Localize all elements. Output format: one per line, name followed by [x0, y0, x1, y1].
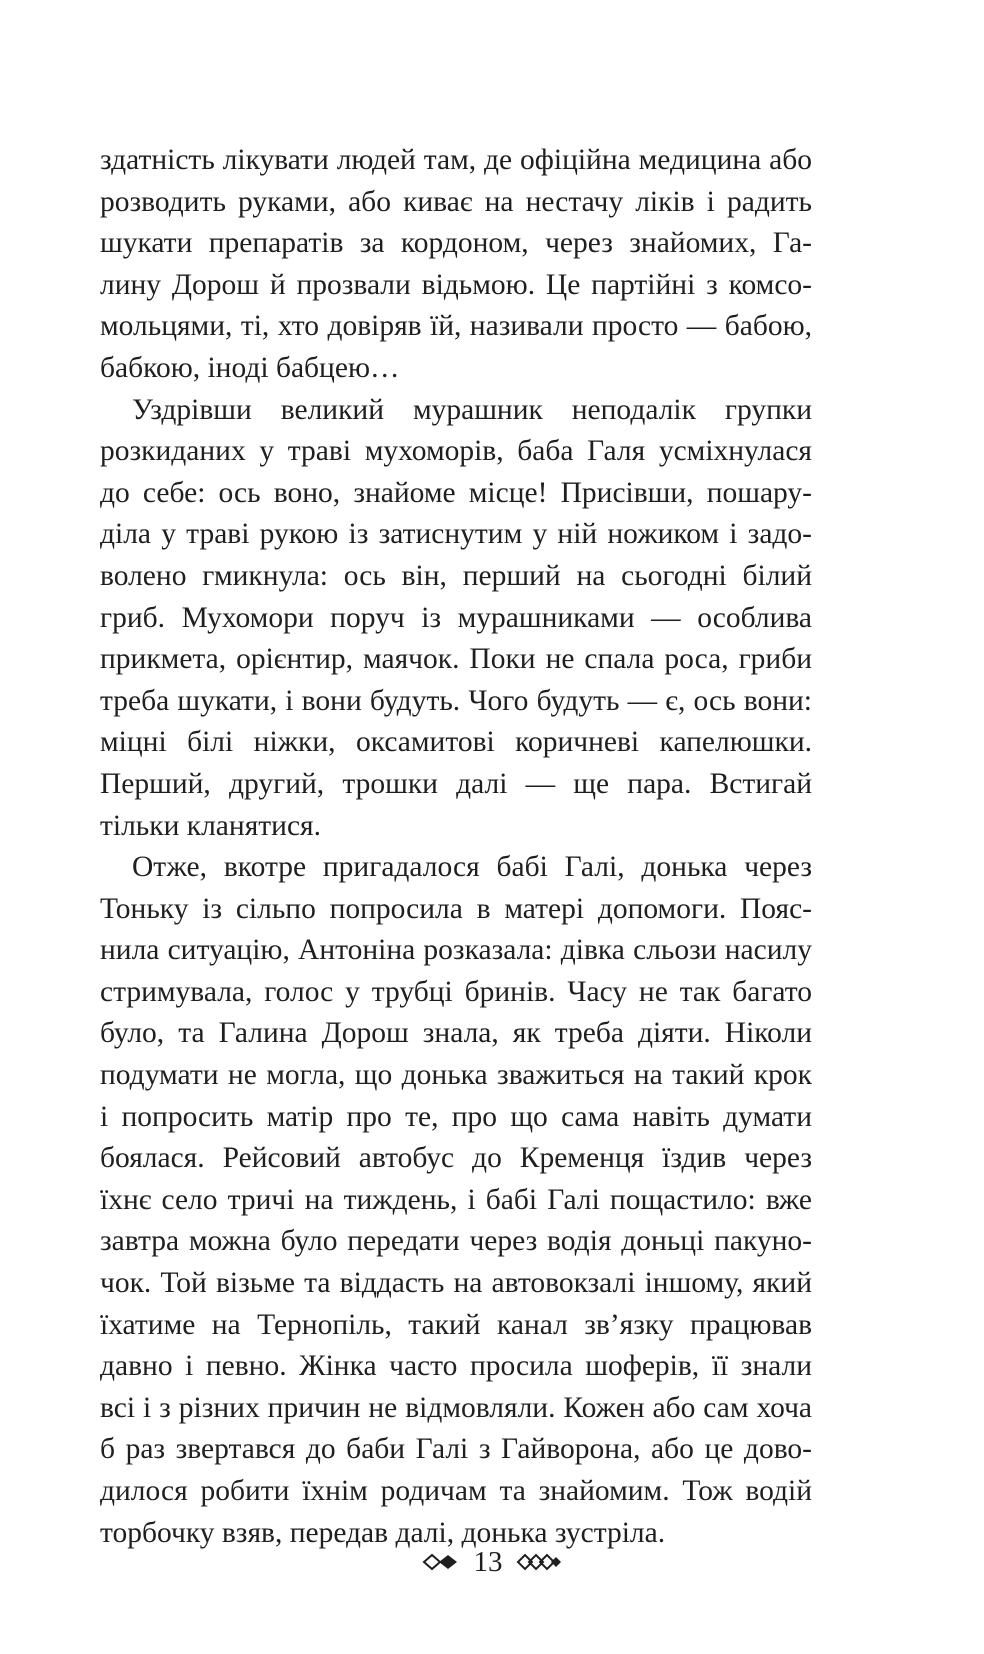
text-line: всі і з різних причин не відмовляли. Кожен або сам хоча: [100, 1391, 812, 1424]
text-line: Уздрівши великий мурашник неподалік групки: [132, 393, 812, 426]
text-line: було, та Галина Дорош знала, як треба діяти. Ніколи: [100, 1017, 812, 1050]
text-line: їхнє село тричі на тиждень, і бабі Галі пощастило: вже: [100, 1183, 812, 1216]
text-line: їхатиме на Тернопіль, такий канал зв’язку працював: [100, 1308, 812, 1341]
text-line: шукати препаратів за кордоном, через знайомих, Га-: [100, 227, 812, 260]
text-line: до себе: ось воно, знайоме місце! Присівши, пошару-: [100, 476, 812, 509]
triple-diamond-ornament-icon: [515, 1552, 563, 1572]
text-line: розводить руками, або киває на нестачу ліків і радить: [100, 185, 812, 218]
text-line: подумати не могла, що донька зважиться на такий крок: [100, 1059, 812, 1092]
text-line: боялася. Рейсовий автобус до Кременця їздив через: [100, 1142, 812, 1175]
text-line: гриб. Мухомори поруч із мурашниками — особлива: [100, 601, 812, 634]
text-line: міцні білі ніжки, оксамитові коричневі капелюшки.: [100, 726, 812, 759]
text-line: Отже, вкотре пригадалося бабі Галі, донька через: [132, 851, 812, 884]
text-line: волено гмикнула: ось він, перший на сьогодні білий: [100, 559, 812, 592]
paragraph-2: [100, 390, 812, 848]
page-number: 13: [473, 1546, 503, 1578]
text-line: діла у траві рукою із затиснутим у ній ножиком і задо-: [100, 518, 812, 551]
text-line: прикмета, орієнтир, маячок. Поки не спала роса, гриби: [100, 643, 812, 676]
text-line: Перший, другий, трошки далі — ще пара. Встигай: [100, 767, 812, 800]
text-line: б раз звертався до баби Галі з Гайворона, або це дово-: [100, 1433, 812, 1466]
text-line: тільки кланятися.: [100, 809, 321, 842]
text-line: здатність лікувати людей там, де офіційна медицина або: [100, 144, 812, 176]
text-line: давно і певно. Жінка часто просила шоферів, її знали: [100, 1350, 812, 1383]
text-line: бабкою, іноді бабцею…: [100, 351, 400, 384]
text-line: торбочку взяв, передав далі, донька зустріла.: [100, 1516, 666, 1549]
paragraph-1: [100, 140, 812, 390]
text-line: треба шукати, і вони будуть. Чого будуть — є, ось вони:: [100, 684, 812, 717]
text-line: лину Дорош й прозвали відьмою. Це партійні з комсо-: [100, 268, 812, 301]
body-text: [100, 140, 812, 1554]
text-line: чок. Той візьме та віддасть на автовокзалі іншому, який: [100, 1267, 812, 1300]
text-line: розкиданих у траві мухоморів, баба Галя усміхнулася: [100, 435, 812, 468]
diamond-ornament-icon: [422, 1552, 462, 1572]
text-line: завтра можна було передати через водія доньці пакуно-: [100, 1225, 812, 1258]
text-line: мольцями, ті, хто довіряв їй, називали просто — бабою,: [100, 310, 812, 343]
text-line: стримувала, голос у трубці бринів. Часу не так багато: [100, 975, 812, 1008]
text-line: дилося робити їхнім родичам та знайомим. Тож водій: [100, 1475, 812, 1507]
paragraph-3: [100, 847, 812, 1554]
page-footer: [0, 1542, 984, 1582]
text-line: Тоньку із сільпо попросила в матері допомоги. Пояс-: [100, 892, 812, 925]
text-line: нила ситуацію, Антоніна розказала: дівка сльози насилу: [100, 934, 812, 967]
text-line: і попросить матір про те, про що сама навіть думати: [100, 1100, 812, 1133]
